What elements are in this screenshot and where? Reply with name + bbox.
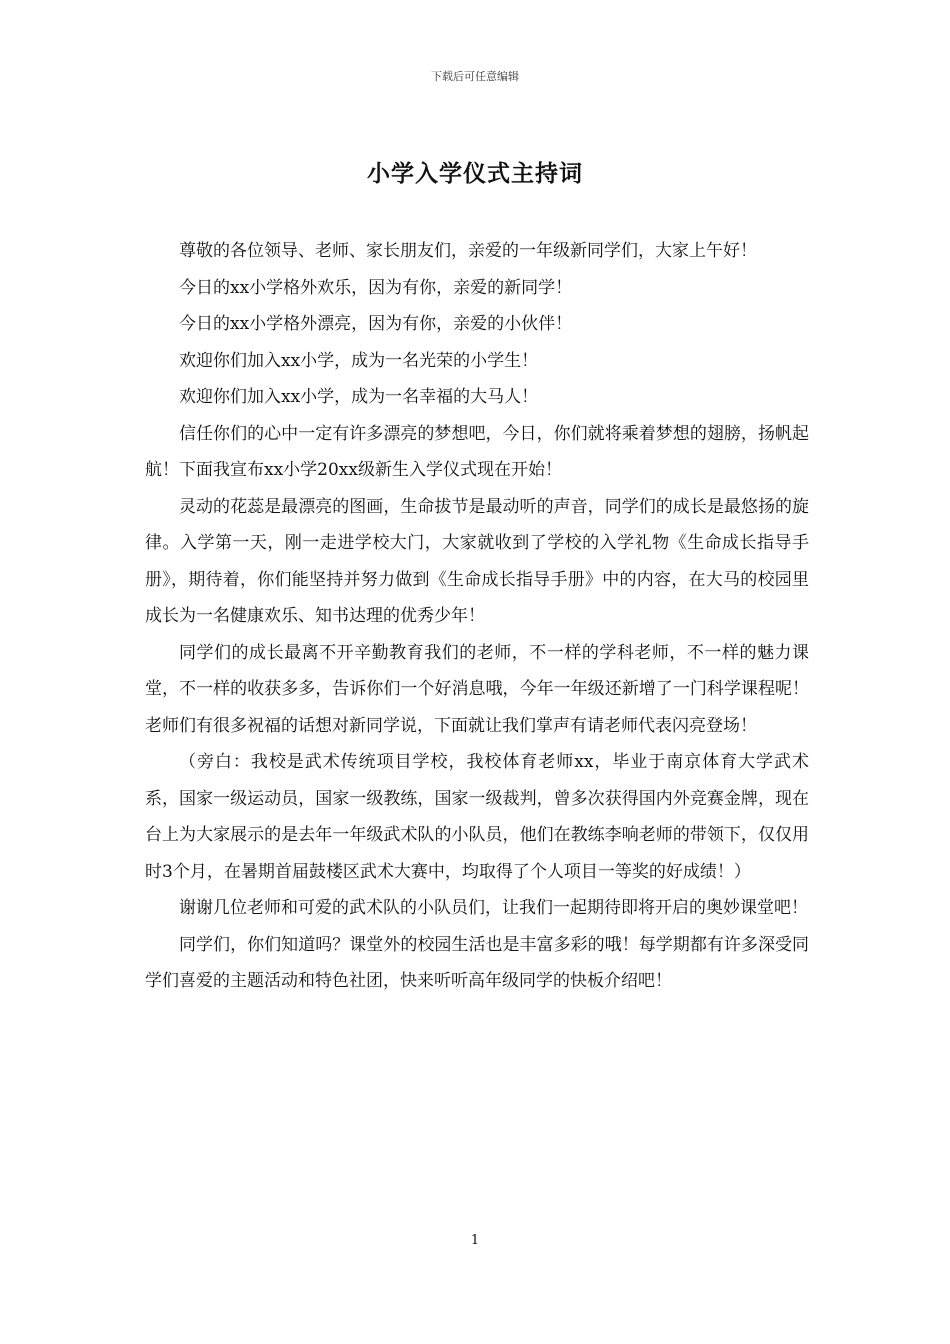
paragraph-aside: （旁白：我校是武术传统项目学校，我校体育老师xx，毕业于南京体育大学武术系，国家一级运动员，国家一级教练，国家一级裁判，曾多次获得国内外竞赛金牌，现在台上为大家展示的是去年一年级武术队的小队员，他们在教练李响老师的带领下，仅仅用时3个月，在暑期首届鼓楼区武术大赛中，均取得了个人项目一等奖的好成绩！） (145, 752, 809, 882)
paragraph: 灵动的花蕊是最漂亮的图画，生命拔节是最动听的声音，同学们的成长是最悠扬的旋律。入学第一天，刚一走进学校大门，大家就收到了学校的入学礼物《生命成长指导手册》，期待着，你们能坚持并努力做到《生命成长指导手册》中的内容，在大马的校园里成长为一名健康欢乐、知书达理的优秀少年！ (145, 496, 809, 626)
header-note: 下载后可任意编辑 (431, 70, 519, 83)
paragraph: 同学们的成长最离不开辛勤教育我们的老师，不一样的学科老师，不一样的魅力课堂，不一样的收获多多，告诉你们一个好消息哦，今年一年级还新增了一门科学课程呢！老师们有很多祝福的话想对新同学说，下面就让我们掌声有请老师代表闪亮登场！ (145, 642, 809, 736)
paragraph: 同学们，你们知道吗？课堂外的校园生活也是丰富多彩的哦！每学期都有许多深受同学们喜爱的主题活动和特色社团，快来听听高年级同学的快板介绍吧！ (145, 934, 809, 991)
document-title: 小学入学仪式主持词 (367, 160, 583, 187)
paragraph-greeting: 尊敬的各位领导、老师、家长朋友们，亲爱的一年级新同学们，大家上午好！ (179, 241, 757, 261)
document-body (145, 233, 809, 1000)
paragraph: 今日的xx小学格外欢乐，因为有你，亲爱的新同学！ (179, 277, 573, 298)
paragraph: 今日的xx小学格外漂亮，因为有你，亲爱的小伙伴！ (179, 314, 573, 334)
page-number: 1 (470, 1233, 480, 1248)
paragraph: 谢谢几位老师和可爱的武术队的小队员们，让我们一起期待即将开启的奥妙课堂吧！ (179, 898, 808, 918)
paragraph: 欢迎你们加入xx小学，成为一名光荣的小学生！ (179, 350, 539, 371)
paragraph: 欢迎你们加入xx小学，成为一名幸福的大马人！ (179, 387, 539, 407)
paragraph: 信任你们的心中一定有许多漂亮的梦想吧，今日，你们就将乘着梦想的翅膀，扬帆起航！下面我宣布xx小学20xx级新生入学仪式现在开始！ (145, 423, 809, 480)
